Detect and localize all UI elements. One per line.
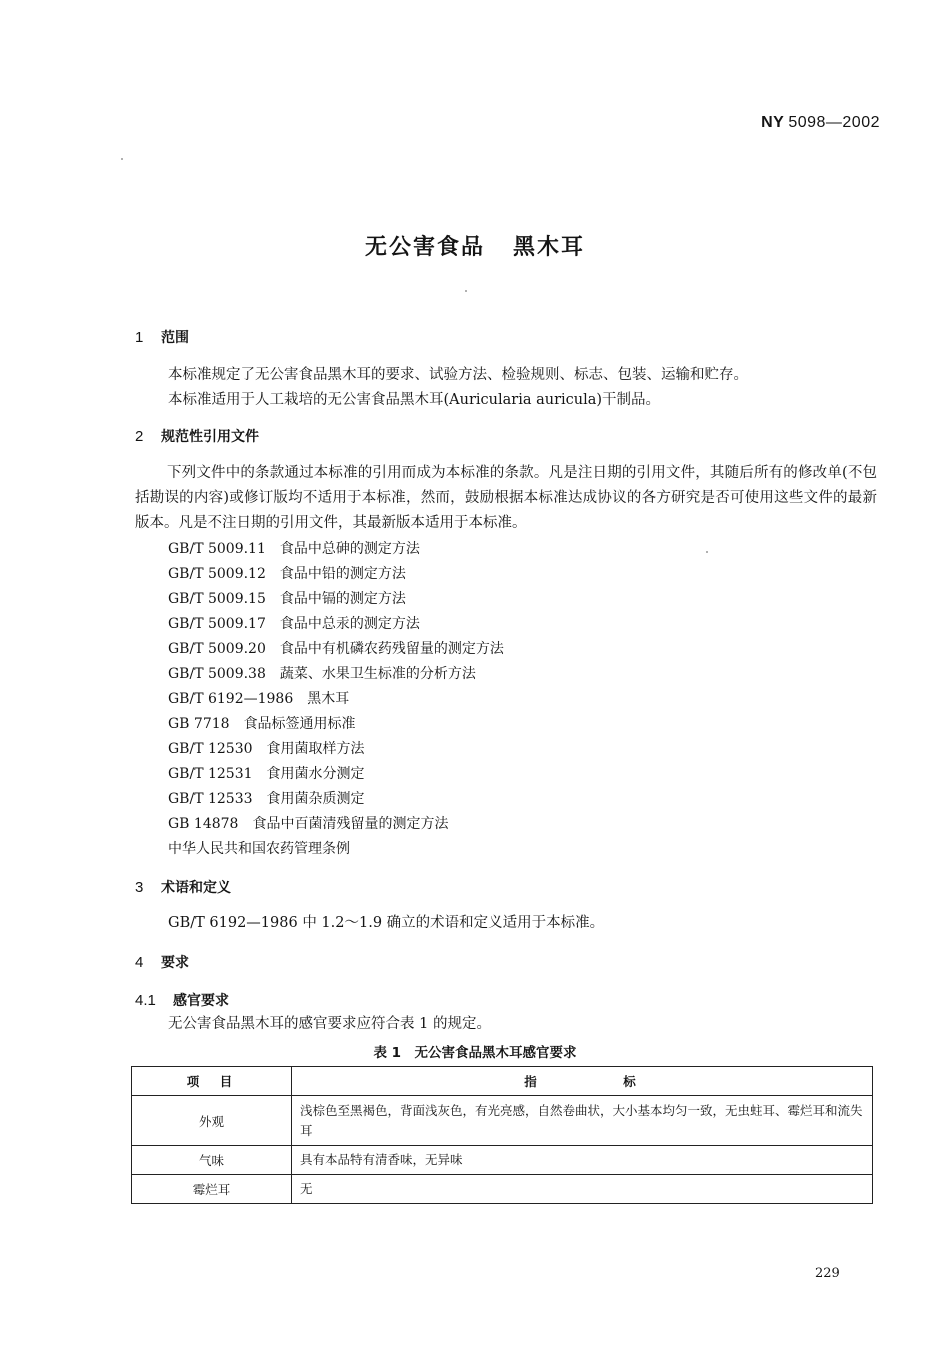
- reference-name: 黑木耳: [307, 691, 350, 707]
- reference-code: GB/T 5009.11: [168, 541, 266, 557]
- reference-item: [168, 613, 420, 633]
- reference-item: [168, 763, 365, 783]
- table-cell-spec: 具有本品特有清香味，无异味: [292, 1146, 873, 1175]
- standard-number: 5098—2002: [788, 114, 880, 131]
- table-header-item: 项 目: [132, 1067, 292, 1096]
- section-number: 4: [135, 954, 144, 971]
- section-4-heading: [135, 952, 189, 972]
- document-title: [0, 230, 950, 261]
- table-row: [132, 1175, 873, 1204]
- table-row: [132, 1096, 873, 1146]
- section-2-intro: 下列文件中的条款通过本标准的引用而成为本标准的条款。凡是注日期的引用文件，其随后所有的修改单(不包括勘误的内容)或修订版均不适用于本标准，然而，鼓励根据本标准达成协议的各方研究是否可使用这些文件的最新版本。凡是不注日期的引用文件，其最新版本适用于本标准。: [135, 465, 877, 531]
- reference-code: GB/T 12533: [168, 791, 253, 807]
- reference-code: GB/T 5009.17: [168, 616, 266, 632]
- reference-item: [168, 713, 356, 733]
- reference-code: GB/T 5009.15: [168, 591, 266, 607]
- reference-name: 食品中有机磷农药残留量的测定方法: [279, 641, 504, 657]
- section-1-paragraph-1: 本标准规定了无公害食品黑木耳的要求、试验方法、检验规则、标志、包装、运输和贮存。: [168, 367, 748, 383]
- reference-item: [168, 638, 504, 658]
- reference-item: [168, 738, 365, 758]
- reference-item: [168, 838, 350, 858]
- section-number: 3: [135, 879, 144, 896]
- reference-name: 食用菌水分测定: [266, 766, 365, 782]
- title-part1: 无公害食品: [364, 235, 485, 260]
- reference-name: 中华人民共和国农药管理条例: [168, 841, 350, 857]
- reference-name: 食品中镉的测定方法: [279, 591, 406, 607]
- title-part2: 黑木耳: [513, 235, 586, 260]
- reference-name: 食品中总汞的测定方法: [279, 616, 420, 632]
- reference-item: [168, 588, 406, 608]
- reference-item: [168, 563, 406, 583]
- section-title: 范围: [161, 330, 189, 346]
- section-number: 2: [135, 428, 144, 445]
- reference-code: GB/T 5009.38: [168, 666, 266, 682]
- section-2-heading: [135, 426, 259, 446]
- reference-item: [168, 688, 349, 708]
- reference-item: [168, 788, 365, 808]
- table-cell-spec: 无: [292, 1175, 873, 1204]
- section-4-1-paragraph: 无公害食品黑木耳的感官要求应符合表 1 的规定。: [168, 1016, 491, 1032]
- section-title: 要求: [161, 955, 189, 971]
- reference-name: 蔬菜、水果卫生标准的分析方法: [279, 666, 476, 682]
- reference-item: [168, 538, 420, 558]
- reference-item: [168, 663, 476, 683]
- requirements-table: [131, 1066, 873, 1204]
- section-1-paragraph-2: 本标准适用于人工栽培的无公害食品黑木耳(Auricularia auricula)干制品。: [168, 392, 661, 408]
- table-header-row: [132, 1067, 873, 1096]
- reference-code: GB/T 12531: [168, 766, 253, 782]
- table-cell-spec: 浅棕色至黑褐色，背面浅灰色，有光亮感，自然卷曲状，大小基本均匀一致，无虫蛀耳、霉烂耳和流失耳: [292, 1096, 873, 1146]
- standard-prefix: NY: [761, 114, 785, 131]
- reference-item: [168, 813, 448, 833]
- reference-name: 食用菌取样方法: [266, 741, 365, 757]
- table-cell-item: 气味: [132, 1146, 292, 1175]
- table-header-spec: 指 标: [292, 1067, 873, 1096]
- section-title: 感官要求: [173, 993, 229, 1009]
- reference-code: GB/T 6192—1986: [168, 691, 294, 707]
- section-3-paragraph: GB/T 6192—1986 中 1.2～1.9 确立的术语和定义适用于本标准。: [168, 915, 605, 931]
- reference-code: GB 7718: [168, 716, 230, 732]
- reference-name: 食品标签通用标准: [243, 716, 356, 732]
- section-number: 1: [135, 329, 144, 346]
- reference-name: 食品中铅的测定方法: [279, 566, 406, 582]
- section-4-1-heading: [135, 990, 229, 1010]
- section-3-heading: [135, 877, 231, 897]
- reference-code: GB 14878: [168, 816, 239, 832]
- scan-speck: [121, 158, 123, 160]
- table-cell-item: 外观: [132, 1096, 292, 1146]
- standard-code: [761, 114, 880, 132]
- scan-speck: [706, 551, 708, 553]
- reference-code: GB/T 5009.20: [168, 641, 266, 657]
- section-number: 4.1: [135, 992, 156, 1009]
- section-1-heading: [135, 327, 189, 347]
- page-number: 229: [815, 1266, 840, 1281]
- reference-name: 食品中总砷的测定方法: [279, 541, 420, 557]
- reference-code: GB/T 12530: [168, 741, 253, 757]
- reference-name: 食用菌杂质测定: [266, 791, 365, 807]
- reference-code: GB/T 5009.12: [168, 566, 266, 582]
- table-row: [132, 1146, 873, 1175]
- table-caption: 表 1 无公害食品黑木耳感官要求: [373, 1045, 577, 1061]
- section-title: 规范性引用文件: [161, 429, 259, 445]
- reference-name: 食品中百菌清残留量的测定方法: [252, 816, 449, 832]
- scan-speck: [465, 290, 467, 292]
- section-title: 术语和定义: [161, 880, 231, 896]
- table-cell-item: 霉烂耳: [132, 1175, 292, 1204]
